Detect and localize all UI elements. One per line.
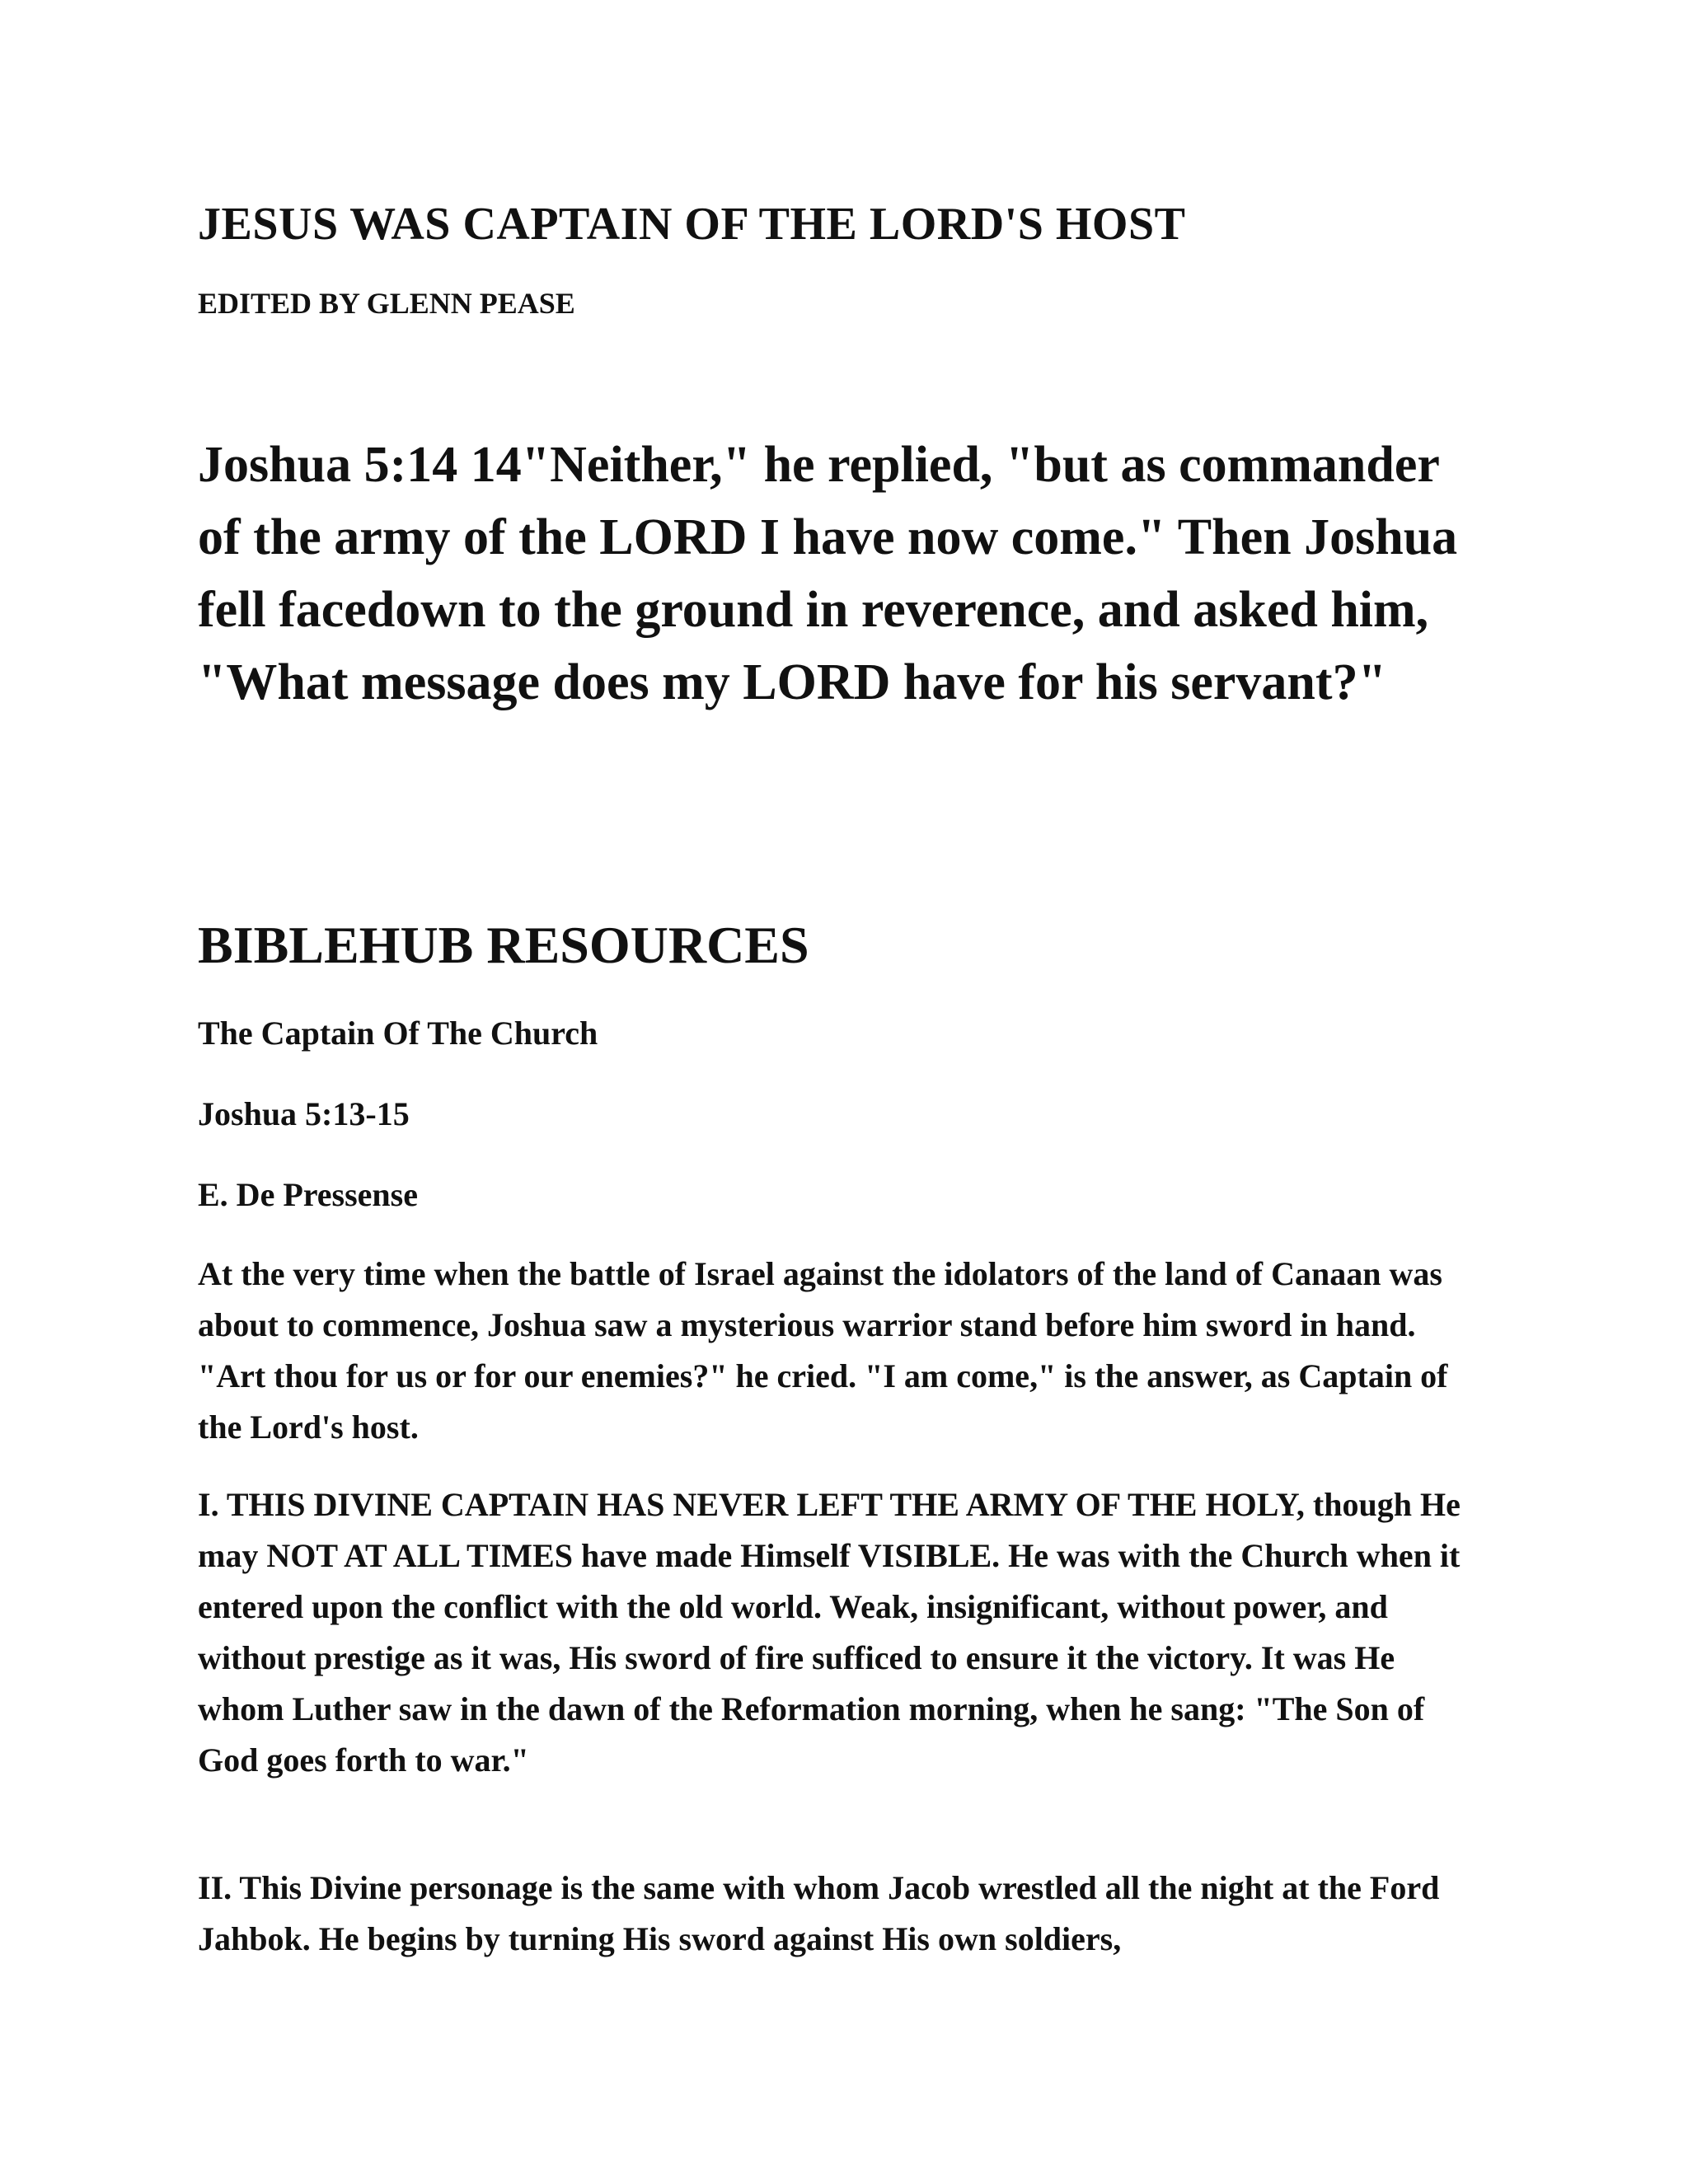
scripture-verse: Joshua 5:14 14"Neither," he replied, "but as commander of the army of the LORD I have now come." Then Joshua fell facedown to the ground in reverence, and asked him, "What message does my LORD have for his servant?" [198,437,1458,710]
body-paragraph: At the very time when the battle of Israel against the idolators of the land of Canaan was about to commence, Joshua saw a mysterious warrior stand before him sword in hand. "Art thou for us or for our enemies?" he cried. "I am come," is the answer, as Captain of the Lord's host. [198,1255,1448,1446]
body-paragraph: II. This Divine personage is the same with whom Jacob wrestled all the night at the Ford Jahbok. He begins by turning His sword against His own soldiers, [198,1869,1440,1957]
editor-credit: EDITED BY GLENN PEASE [198,287,575,320]
sermon-author: E. De Pressense [198,1176,418,1213]
document-title: JESUS WAS CAPTAIN OF THE LORD'S HOST [198,199,1186,250]
section-heading: BIBLEHUB RESOURCES [198,916,809,974]
body-paragraph: I. THIS DIVINE CAPTAIN HAS NEVER LEFT THE ARMY OF THE HOLY, though He may NOT AT ALL TIMES have made Himself VISIBLE. He was with the Church when it entered upon the conflict with the old world. Weak, insignificant, without power, and without prestige as it was, His sword of fire sufficed to ensure it the victory. It was He whom Luther saw in the dawn of the Reformation morning, when he sang: "The Son of God goes forth to war." [198,1486,1461,1779]
scripture-reference: Joshua 5:13-15 [198,1095,410,1132]
sermon-title: The Captain Of The Church [198,1015,598,1052]
